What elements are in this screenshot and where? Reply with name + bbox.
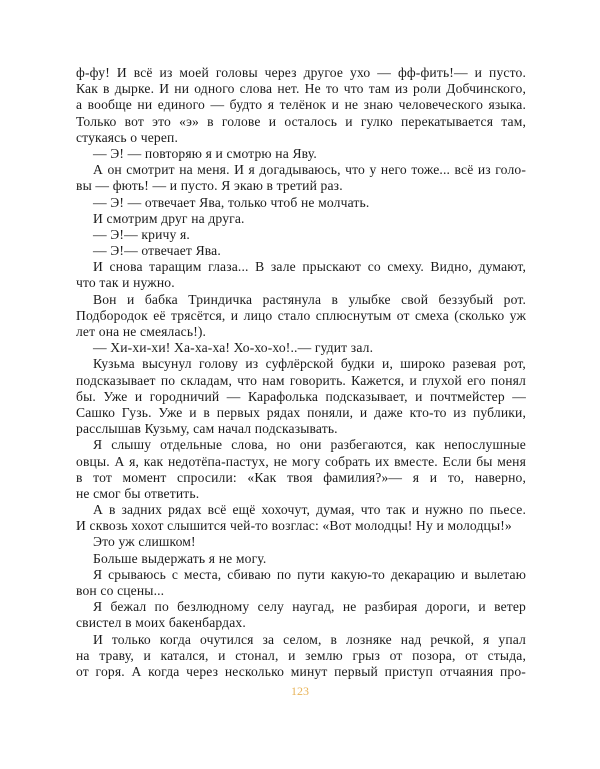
text-line: Это уж слишком! [93, 534, 196, 550]
text-line: — Хи-хи-хи! Ха-ха-ха! Хо-хо-хо!..— гудит зал. [93, 340, 374, 356]
paragraph [76, 356, 526, 437]
text-line: И смотрим друг на друга. [93, 210, 245, 226]
text-line: Подбородок её трясётся, и лицо стало сплюснутым от смеха (сколько уж [76, 307, 526, 323]
text-line: Я бежал по безлюдному селу наугад, не разбирая дороги, и ветер [93, 599, 526, 615]
paragraph [76, 259, 526, 291]
text-line: от горя. А когда через несколько минут первый приступ отчаяния про- [76, 663, 526, 679]
paragraph [76, 195, 526, 211]
text-line: Как в дырке. И ни одного слова нет. Не то что там из роли Добчинского, [76, 81, 526, 97]
text-line: — Э! — повторяю я и смотрю на Яву. [93, 145, 317, 161]
text-line: вы — фють! — и пусто. Я экаю в третий раз. [76, 178, 343, 194]
text-line: Вон и бабка Триндичка растянула в улыбке свой беззубый рот. [93, 291, 526, 307]
text-line: Только вот это «э» в голове и осталось и гулко перекатывается там, [76, 113, 526, 129]
text-line: свистел в моих бакенбардах. [76, 615, 246, 631]
paragraph [76, 551, 526, 567]
text-line: И сквозь хохот слышится чей-то возглас: «Вот молодцы! Ну и молодцы!» [76, 518, 512, 534]
paragraph [76, 502, 526, 534]
paragraph [76, 211, 526, 227]
text-line: в тот момент спросили: «Как твоя фамилия?»— я и то, наверно, [76, 469, 526, 485]
text-line: И только когда очутился за селом, в лозняке над речкой, я упал [93, 631, 526, 647]
text-line: А он смотрит на меня. И я догадываюсь, что у него тоже... всё из голо- [93, 162, 526, 178]
paragraph [76, 162, 526, 194]
text-line: овцы. А я, как недотёпа-пастух, не могу собрать их вместе. Если бы меня [76, 453, 526, 469]
book-page-text [76, 65, 526, 680]
text-line: на траву, и катался, и стонал, и землю грыз от позора, от стыда, [76, 647, 526, 663]
text-line: не смог бы ответить. [76, 485, 200, 501]
text-line: бы. Уже и городничий — Карафолька подсказывает, и почтмейстер — [76, 388, 526, 404]
paragraph [76, 632, 526, 681]
paragraph [76, 437, 526, 502]
text-line: — Э! — отвечает Ява, только чтоб не молчать. [93, 194, 370, 210]
paragraph [76, 599, 526, 631]
text-line: стукаясь о череп. [76, 129, 179, 145]
text-line: подсказывает по складам, что нам говорить. Кажется, и глухой его понял [76, 372, 526, 388]
page-number: 123 [291, 684, 309, 698]
text-line: А в задних рядах всё ещё хохочут, думая, что так и нужно по пьесе. [93, 502, 526, 518]
text-line: — Э!— отвечает Ява. [93, 243, 221, 259]
paragraph [76, 243, 526, 259]
paragraph [76, 227, 526, 243]
text-line: Я слышу отдельные слова, но они разбегаются, как непослушные [93, 437, 526, 453]
paragraph [76, 146, 526, 162]
paragraph [76, 292, 526, 341]
text-line: Я срываюсь с места, сбиваю по пути какую-то декарацию и вылетаю [93, 566, 526, 582]
text-line: ф-фу! И всё из моей головы через другое ухо — фф-фить!— и пусто. [76, 65, 526, 80]
text-line: Сашко Гузь. Уже и в первых рядах поняли, и даже кто-то из публики, [76, 404, 526, 420]
text-line: Кузьма высунул голову из суфлёрской будки и, широко разевая рот, [93, 356, 526, 372]
text-line: расслышав Кузьму, сам начал подсказывать. [76, 421, 338, 437]
paragraph [76, 340, 526, 356]
text-line: а вообще ни единого — будто я телёнок и не знаю человеческого языка. [76, 97, 526, 113]
paragraph [76, 567, 526, 599]
paragraph [76, 65, 526, 146]
paragraph [76, 534, 526, 550]
text-line: лет она не смеялась!). [76, 324, 207, 339]
text-line: Больше выдержать я не могу. [93, 550, 267, 566]
text-line: вон со сцены... [76, 583, 165, 598]
text-line: что так и нужно. [76, 275, 175, 291]
text-line: И снова таращим глаза... В зале прыскают со смеху. Видно, думают, [93, 259, 526, 275]
text-line: — Э!— кричу я. [93, 226, 190, 242]
